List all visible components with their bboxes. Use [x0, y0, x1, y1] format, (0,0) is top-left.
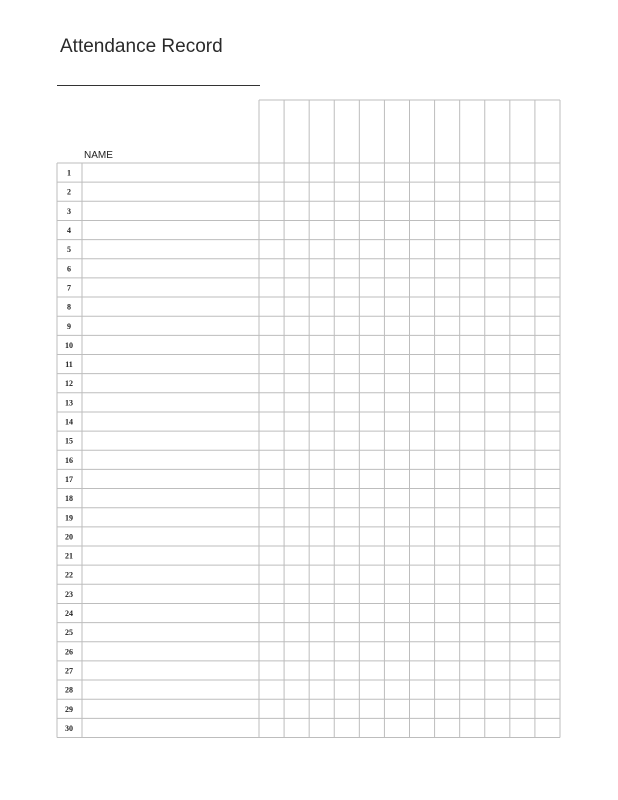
row-number: 17	[65, 474, 73, 484]
row-number: 11	[65, 360, 73, 370]
row-number: 29	[65, 704, 73, 714]
row-number: 30	[65, 723, 73, 733]
row-number: 23	[65, 589, 73, 599]
row-number: 15	[65, 436, 73, 446]
row-number: 27	[65, 666, 73, 676]
row-number: 22	[65, 570, 73, 580]
row-number: 21	[65, 551, 73, 561]
row-number: 6	[67, 264, 71, 274]
row-number: 19	[65, 513, 73, 523]
row-number: 4	[67, 226, 71, 236]
row-number: 9	[67, 321, 71, 331]
row-number: 14	[65, 417, 73, 427]
row-number: 2	[67, 187, 71, 197]
name-column-header: NAME	[84, 150, 113, 161]
row-number: 24	[65, 609, 73, 619]
row-number: 8	[67, 302, 71, 312]
row-number: 7	[67, 283, 71, 293]
row-number: 5	[67, 245, 71, 255]
row-number: 26	[65, 647, 73, 657]
row-number: 12	[65, 379, 73, 389]
row-number: 13	[65, 398, 73, 408]
row-number: 18	[65, 494, 73, 504]
row-number: 25	[65, 628, 73, 638]
row-number: 10	[65, 340, 73, 350]
row-number: 20	[65, 532, 73, 542]
page-title: Attendance Record	[60, 36, 223, 57]
row-number: 16	[65, 455, 73, 465]
row-number: 1	[67, 168, 71, 178]
row-number: 28	[65, 685, 73, 695]
row-number: 3	[67, 206, 71, 216]
